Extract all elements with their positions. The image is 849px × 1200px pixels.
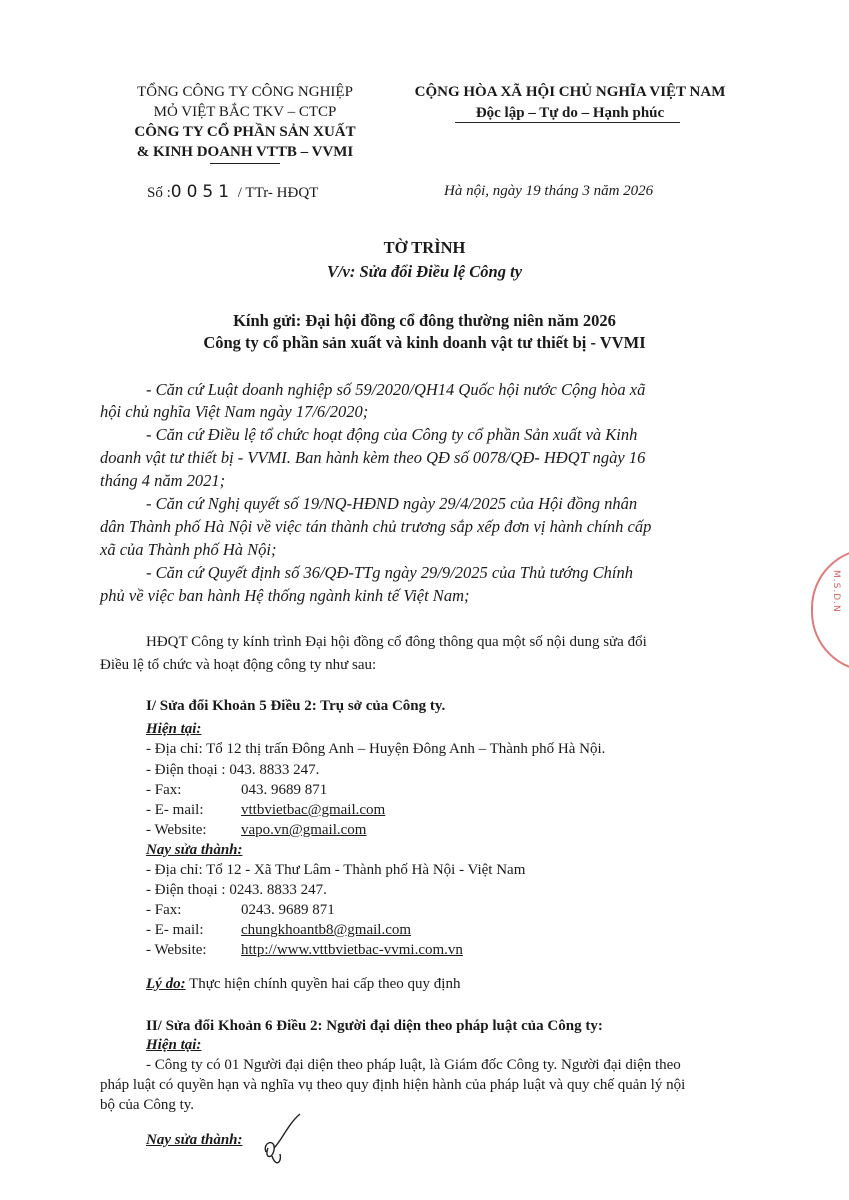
current-address: - Địa chỉ: Tổ 12 thị trấn Đông Anh – Huyện Đông Anh – Thành phố Hà Nội. — [146, 741, 606, 757]
section2-line: bộ của Công ty. — [100, 1097, 195, 1113]
document-date: Hà nội, ngày 19 tháng 3 năm 2026 — [444, 183, 654, 199]
country-name: CỘNG HÒA XÃ HỘI CHỦ NGHĨA VIỆT NAM — [414, 84, 726, 100]
current-website-link[interactable]: vapo.vn@gmail.com — [241, 822, 367, 838]
section1-heading: I/ Sửa đổi Khoản 5 Điều 2: Trụ sở của Công ty. — [146, 698, 446, 714]
recipient-line2: Công ty cổ phần sản xuất và kinh doanh vật tư thiết bị - VVMI — [203, 333, 646, 352]
recipient-line1: Kính gửi: Đại hội đồng cổ đông thường niên năm 2026 — [233, 311, 616, 330]
reason-label: Lý do: — [146, 976, 186, 992]
stamp-text: M.S.D.N — [831, 570, 841, 613]
current-email — [146, 800, 385, 820]
basis-line: - Căn cứ Quyết định số 36/QĐ-TTg ngày 29/9/2025 của Thủ tướng Chính — [146, 563, 633, 582]
section2-current-label: Hiện tại: — [146, 1037, 202, 1053]
new-email-link[interactable]: chungkhoantb8@gmail.com — [241, 922, 412, 938]
company-stamp-icon — [811, 548, 849, 672]
document-subject: V/v: Sửa đổi Điều lệ Công ty — [326, 262, 523, 281]
new-address: - Địa chỉ: Tổ 12 - Xã Thư Lâm - Thành phố Hà Nội - Việt Nam — [146, 862, 526, 878]
section1-current-label: Hiện tại: — [146, 721, 202, 737]
basis-line: - Căn cứ Điều lệ tổ chức hoạt động của Công ty cổ phần Sản xuất và Kinh — [146, 425, 638, 444]
current-fax-value: 043. 9689 871 — [241, 782, 328, 798]
intro-line: HĐQT Công ty kính trình Đại hội đồng cổ đông thông qua một số nội dung sửa đổi — [146, 634, 647, 650]
section2-heading: II/ Sửa đổi Khoản 6 Điều 2: Người đại diện theo pháp luật của Công ty: — [146, 1018, 603, 1034]
section1-reason — [146, 974, 460, 994]
basis-line: - Căn cứ Luật doanh nghiệp số 59/2020/QH14 Quốc hội nước Cộng hòa xã — [146, 380, 646, 399]
new-email-key: - E- mail: — [146, 922, 204, 938]
issuer-underline — [210, 163, 280, 164]
document-number-suffix: / TTr- HĐQT — [237, 185, 319, 201]
issuer-parent-line1: TỔNG CÔNG TY CÔNG NGHIỆP — [137, 84, 353, 100]
current-fax-key: - Fax: — [146, 782, 182, 798]
new-email — [146, 920, 411, 940]
document-number-prefix: Số : — [147, 185, 171, 201]
current-email-key: - E- mail: — [146, 802, 204, 818]
basis-line: doanh vật tư thiết bị - VVMI. Ban hành kèm theo QĐ số 0078/QĐ- HĐQT ngày 16 — [100, 448, 646, 467]
current-phone: - Điện thoại : 043. 8833 247. — [146, 762, 320, 778]
issuer-parent-line2: MỎ VIỆT BẮC TKV – CTCP — [153, 104, 337, 120]
section1-new-label: Nay sửa thành: — [146, 842, 243, 858]
issuer-block — [100, 82, 390, 162]
basis-line: tháng 4 năm 2021; — [100, 471, 226, 490]
motto: Độc lập – Tự do – Hạnh phúc — [475, 105, 665, 121]
new-phone: - Điện thoại : 0243. 8833 247. — [146, 882, 327, 898]
new-fax — [146, 900, 335, 920]
national-motto-block — [380, 82, 760, 124]
section2-line: pháp luật có quyền hạn và nghĩa vụ theo quy định hiện hành của pháp luật và quy chế quản lý nội — [100, 1077, 686, 1093]
new-fax-key: - Fax: — [146, 902, 182, 918]
intro-line: Điều lệ tổ chức và hoạt động công ty như sau: — [100, 657, 377, 673]
new-website — [146, 940, 463, 960]
motto-underline — [455, 122, 680, 123]
initial-signature-icon — [258, 1112, 308, 1172]
issuer-company-line1: CÔNG TY CỔ PHẦN SẢN XUẤT — [134, 124, 356, 140]
current-email-link[interactable]: vttbvietbac@gmail.com — [241, 802, 386, 818]
new-fax-value: 0243. 9689 871 — [241, 902, 335, 918]
document-number — [147, 182, 318, 202]
current-website-key: - Website: — [146, 822, 207, 838]
document-number-value: 0051 — [170, 182, 235, 202]
document-title: TỜ TRÌNH — [383, 238, 466, 257]
basis-line: hội chủ nghĩa Việt Nam ngày 17/6/2020; — [100, 402, 369, 421]
section2-line: - Công ty có 01 Người đại diện theo pháp luật, là Giám đốc Công ty. Người đại diện theo — [146, 1057, 681, 1073]
reason-text: Thực hiện chính quyền hai cấp theo quy định — [189, 976, 461, 992]
issuer-company-line2: & KINH DOANH VTTB – VVMI — [136, 144, 354, 160]
current-fax — [146, 780, 327, 800]
basis-line: - Căn cứ Nghị quyết số 19/NQ-HĐND ngày 29/4/2025 của Hội đồng nhân — [146, 494, 638, 513]
section2-new-label: Nay sửa thành: — [146, 1132, 243, 1148]
current-website — [146, 820, 366, 840]
basis-line: xã của Thành phố Hà Nội; — [100, 540, 277, 559]
basis-line: phủ về việc ban hành Hệ thống ngành kinh tế Việt Nam; — [100, 586, 470, 605]
new-website-key: - Website: — [146, 942, 207, 958]
basis-line: dân Thành phố Hà Nội về việc tán thành chủ trương sắp xếp đơn vị hành chính cấp — [100, 517, 652, 536]
new-website-link[interactable]: http://www.vttbvietbac-vvmi.com.vn — [241, 942, 463, 958]
